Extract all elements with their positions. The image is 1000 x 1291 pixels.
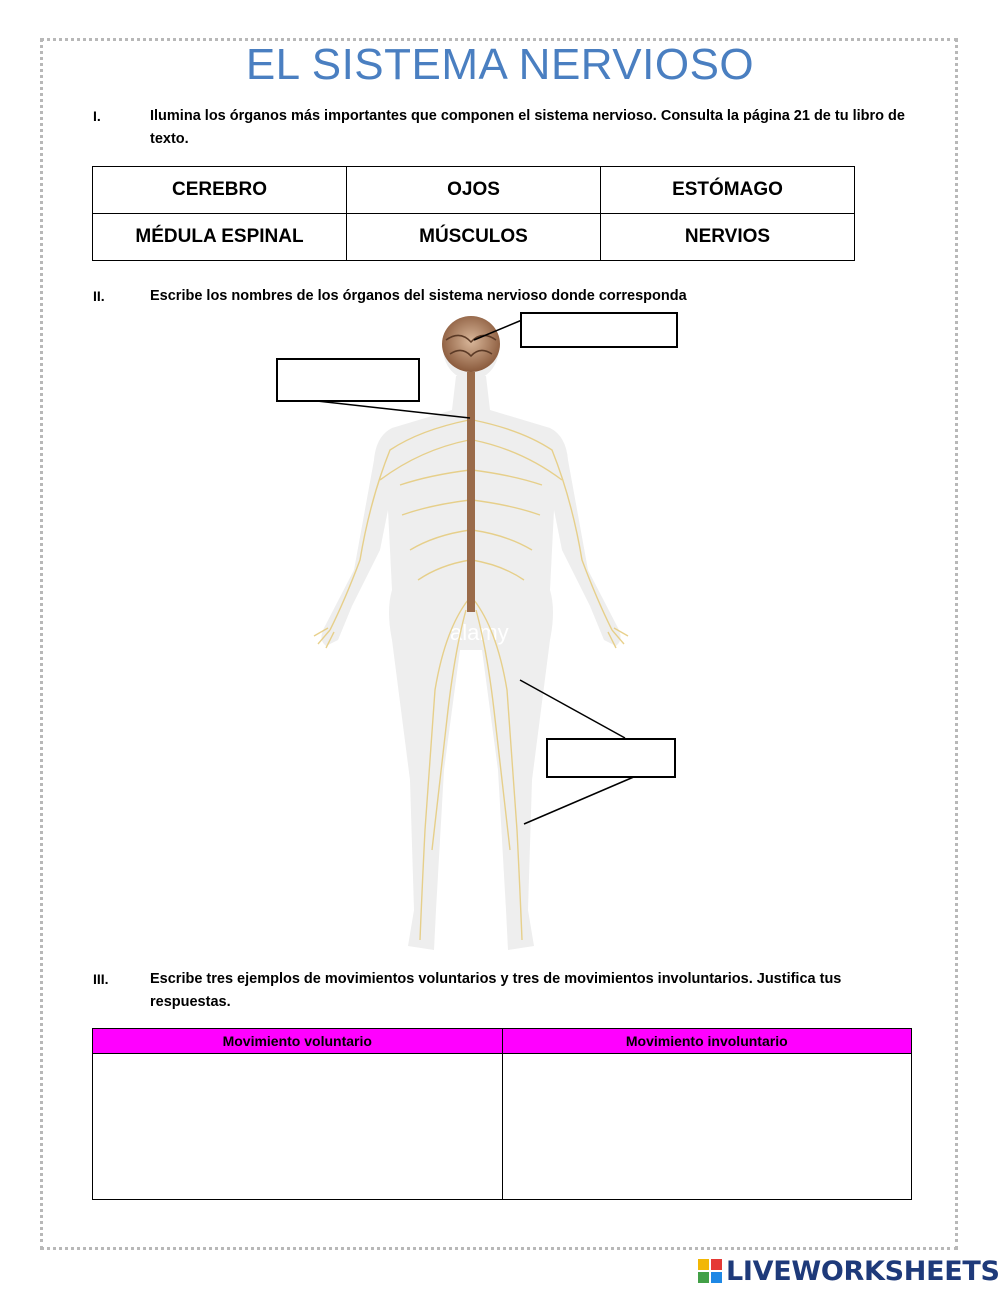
answer-voluntary-movements[interactable] [93, 1054, 503, 1200]
spinal-cord [467, 372, 475, 612]
organ-option-medula-espinal[interactable]: MÉDULA ESPINAL [93, 214, 347, 261]
header-voluntary: Movimiento voluntario [93, 1029, 503, 1054]
organs-table [92, 166, 855, 261]
section-1-number: I. [93, 108, 101, 124]
organ-option-musculos[interactable]: MÚSCULOS [347, 214, 601, 261]
section-3-instructions: Escribe tres ejemplos de movimientos voluntarios y tres de movimientos involuntarios. Justifica tus respuestas. [150, 971, 842, 1010]
answer-involuntary-movements[interactable] [502, 1054, 912, 1200]
brain [442, 316, 500, 372]
organ-option-ojos[interactable]: OJOS [347, 167, 601, 214]
organ-option-nervios[interactable]: NERVIOS [601, 214, 855, 261]
watermark-alamy: alamy [450, 620, 509, 645]
section-3-number: III. [93, 971, 109, 987]
section-2-instructions: Escribe los nombres de los órganos del sistema nervioso donde corresponda [150, 288, 687, 304]
liveworksheets-brand [698, 1256, 1000, 1286]
liveworksheets-logo-icon [698, 1259, 722, 1283]
movements-table [92, 1028, 912, 1200]
page-title: EL SISTEMA NERVIOSO [245, 40, 755, 89]
organ-option-cerebro[interactable]: CEREBRO [93, 167, 347, 214]
answer-box-spinal-cord[interactable] [276, 358, 420, 402]
nervous-system-illustration [270, 310, 690, 960]
organ-option-estomago[interactable]: ESTÓMAGO [601, 167, 855, 214]
answer-box-brain[interactable] [520, 312, 678, 348]
header-involuntary: Movimiento involuntario [502, 1029, 912, 1054]
section-2-number: II. [93, 288, 105, 304]
answer-box-nerves[interactable] [546, 738, 676, 778]
section-1-instructions: Ilumina los órganos más importantes que componen el sistema nervioso. Consulta la página 21 de tu libro de texto. [150, 108, 905, 147]
brand-name: LIVEWORKSHEETS [726, 1255, 1000, 1287]
